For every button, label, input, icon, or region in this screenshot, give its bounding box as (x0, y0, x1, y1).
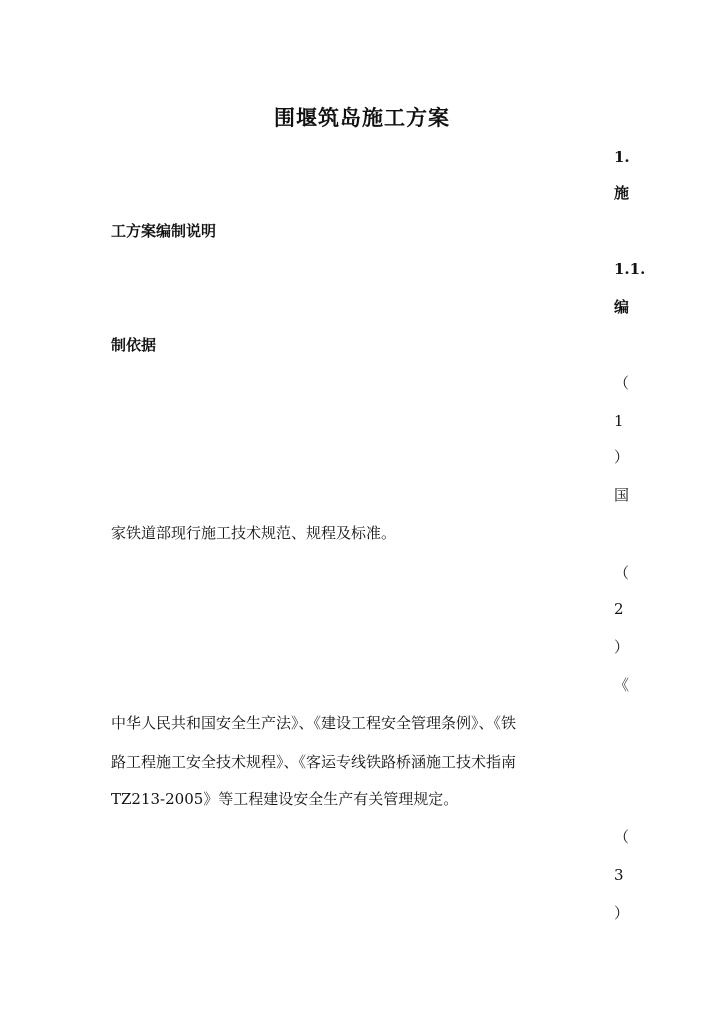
item-1-number: 1 (614, 412, 624, 430)
item-1-first-char: 国 (614, 486, 630, 504)
item-2-text-line-1: 中华人民共和国安全生产法》、《建设工程安全管理条例》、《铁 (111, 714, 517, 732)
item-2-text-line-3: TZ213-2005》等工程建设安全生产有关管理规定。 (111, 790, 459, 808)
item-1-open-paren: （ (614, 374, 630, 392)
item-2-number: 2 (614, 600, 624, 618)
item-2-close-paren: ） (614, 638, 630, 656)
section-1-first-char: 施 (614, 184, 630, 202)
section-1-1-number: 1.1. (614, 260, 646, 278)
section-1-1-heading-text: 制依据 (111, 336, 157, 354)
item-3-close-paren: ） (614, 904, 630, 922)
item-1-close-paren: ） (614, 448, 630, 466)
section-1-number: 1. (614, 148, 630, 166)
item-2-open-paren: （ (614, 564, 630, 582)
section-1-heading-text: 工方案编制说明 (111, 222, 217, 240)
section-1-1-first-char: 编 (614, 298, 630, 316)
document-title: 围堰筑岛施工方案 (274, 105, 450, 130)
item-1-text: 家铁道部现行施工技术规范、规程及标准。 (111, 524, 397, 542)
item-3-open-paren: （ (614, 828, 630, 846)
item-3-number: 3 (614, 866, 624, 884)
item-2-text-line-2: 路工程施工安全技术规程》、《客运专线铁路桥涵施工技术指南 (111, 753, 517, 771)
item-2-first-char: 《 (614, 676, 630, 694)
